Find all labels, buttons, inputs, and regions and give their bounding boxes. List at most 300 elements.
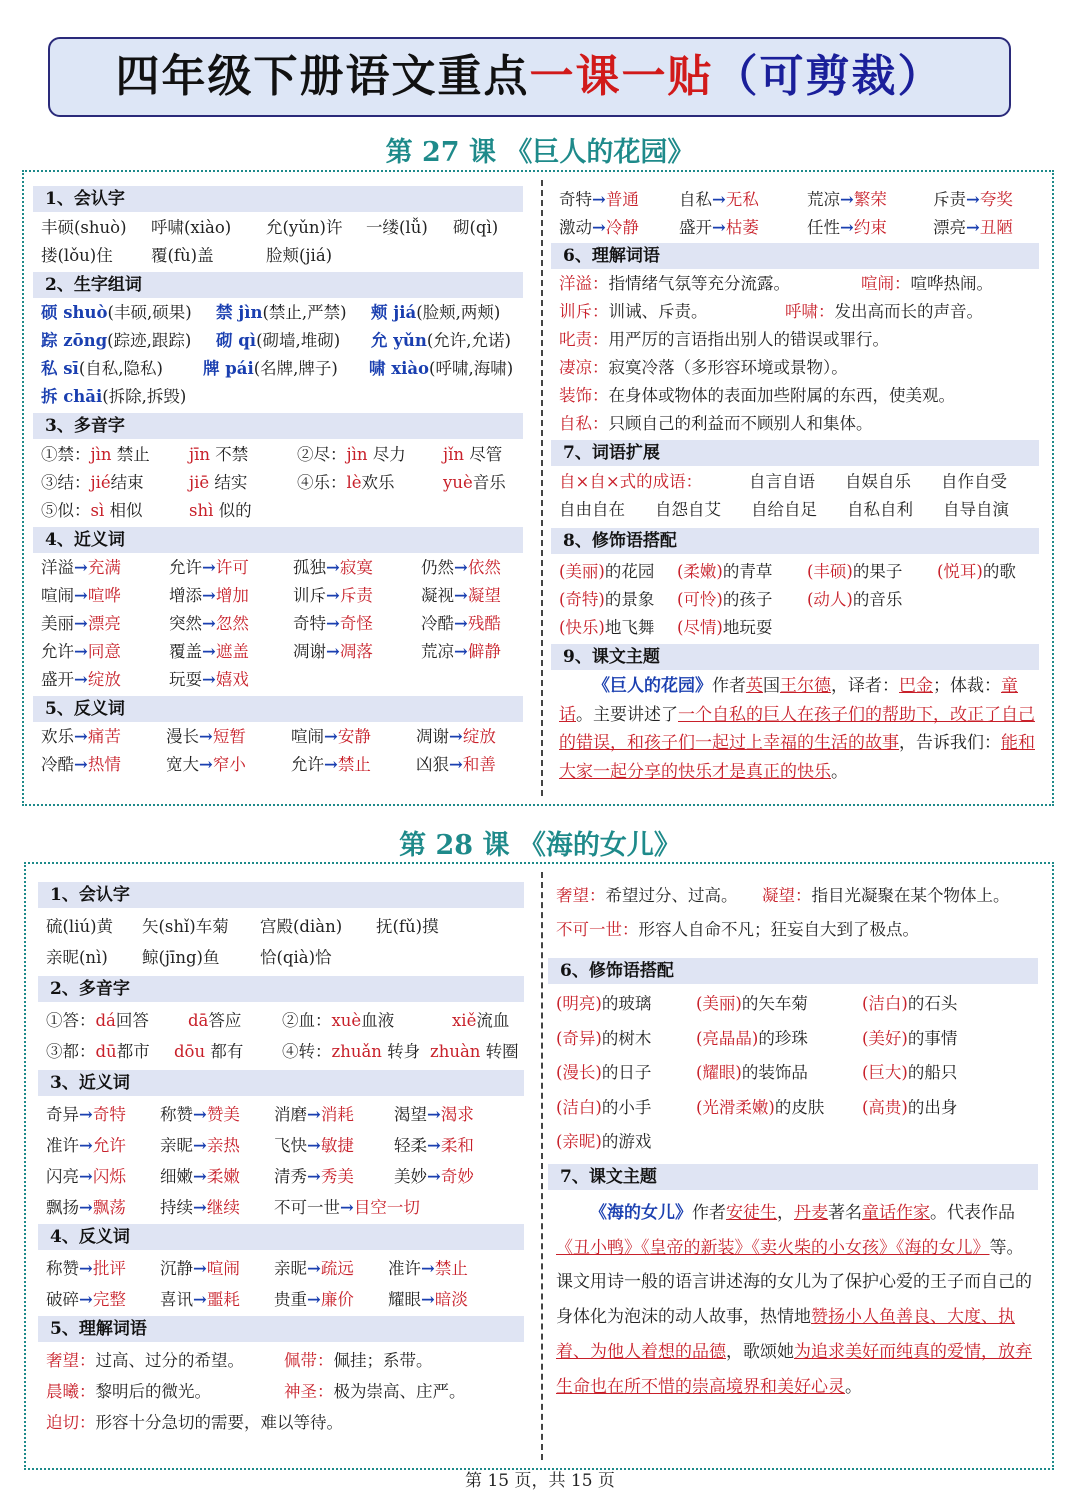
section-head: 4、近义词 [33, 527, 523, 553]
word-group: (名牌,牌子) [253, 359, 338, 378]
pinyin: jǐn [443, 445, 465, 464]
term: 自私： [559, 414, 609, 433]
char-pinyin: 牌 pái [203, 359, 254, 378]
modifier-phrase [556, 1128, 651, 1156]
arrow-icon: → [74, 670, 88, 689]
word: 漂亮 [933, 218, 966, 237]
idiom: 自娱自乐 [845, 472, 911, 491]
word: 贵重 [274, 1290, 307, 1309]
term: 洋溢： [559, 274, 609, 293]
pinyin: jīn [189, 445, 211, 464]
polyphone-label: ①禁： [41, 445, 91, 464]
paired-word: 绽放 [87, 670, 121, 689]
polyphone-label: ③结： [41, 473, 91, 492]
row [559, 410, 1039, 438]
paired-word: 凋落 [339, 642, 373, 661]
section-head: 7、课文主题 [548, 1164, 1038, 1190]
paired-word: 僻静 [467, 642, 501, 661]
word: 盛开 [679, 218, 712, 237]
word: 飞快 [274, 1136, 307, 1155]
char-item: 呼啸(xiào) [151, 218, 232, 237]
word-pair [46, 1255, 126, 1283]
modifier-phrase [696, 1025, 808, 1053]
paired-word: 奇妙 [440, 1167, 474, 1186]
modifier: (尽情) [677, 618, 723, 637]
arrow-icon: → [326, 642, 340, 661]
text: 。 [845, 1376, 862, 1397]
arrow-icon: → [79, 1105, 93, 1124]
char-item: 宫殿(diàn) [260, 917, 343, 936]
definition: 黎明后的微光。 [95, 1382, 211, 1401]
theme-paragraph [559, 672, 1039, 786]
noun: 的珍珠 [758, 1028, 808, 1048]
word-group: (拆除,拆毁) [102, 387, 187, 406]
text: 。代表作品 [930, 1203, 1015, 1223]
word: 亲昵 [160, 1136, 193, 1155]
section-head: 3、多音字 [33, 413, 523, 439]
word: 喧闹 [41, 586, 74, 605]
term: 奢望： [46, 1351, 96, 1370]
word-pair [293, 610, 373, 638]
row [559, 214, 1039, 242]
definition: 形容人自命不凡；狂妄自大到了极点。 [638, 920, 919, 939]
word-pair [421, 554, 501, 582]
idiom: 自作自受 [941, 472, 1007, 491]
paired-word: 依然 [467, 558, 501, 577]
word-pair [679, 186, 759, 214]
polyphone-label: ②尽： [297, 445, 347, 464]
definition: 寂寞冷落（多形容环境或景物）。 [608, 358, 848, 377]
arrow-icon: → [79, 1259, 93, 1278]
row [41, 751, 523, 779]
modifier-phrase [556, 1094, 651, 1122]
text: ，译者： [831, 676, 899, 696]
modifier: (丰硕) [807, 562, 853, 581]
noun: 的皮肤 [774, 1097, 825, 1117]
lesson28-right-column [556, 882, 1038, 1462]
theme-paragraph [556, 1196, 1038, 1404]
paired-word: 允许 [92, 1136, 126, 1155]
paired-word: 喧哗 [87, 586, 121, 605]
paired-word: 寂寞 [339, 558, 373, 577]
row [41, 666, 523, 694]
word: 自私 [679, 190, 712, 209]
paired-word: 消耗 [320, 1105, 354, 1124]
arrow-icon: → [193, 1167, 207, 1186]
row [559, 326, 1039, 354]
word: 尽管 [469, 445, 503, 464]
section-head: 8、修饰语搭配 [551, 528, 1039, 554]
title-main: 四年级下册语文重点 [115, 51, 530, 102]
modifier: (亮晶晶) [696, 1028, 759, 1048]
noun: 的游戏 [601, 1132, 652, 1151]
row [41, 497, 523, 525]
word: 凝视 [421, 586, 454, 605]
paired-word: 嬉戏 [215, 670, 249, 689]
paired-word: 凝望 [467, 586, 501, 605]
row [559, 382, 1039, 410]
works: 《丑小鸭》《皇帝的新装》《卖火柴的小女孩》《海的女儿》 [556, 1237, 990, 1258]
word: 准许 [388, 1259, 421, 1278]
polyphone-label: ②血： [282, 1011, 332, 1030]
arrow-icon: → [324, 755, 338, 774]
noun: 的花园 [604, 562, 655, 581]
noun: 的孩子 [722, 590, 773, 609]
arrow-icon: → [427, 1136, 441, 1155]
word: 洋溢 [41, 558, 74, 577]
arrow-icon: → [74, 586, 88, 605]
row [41, 469, 523, 497]
section-head: 5、理解词语 [38, 1316, 524, 1342]
modifier: (美丽) [696, 994, 742, 1013]
noun: 的玻璃 [601, 994, 652, 1013]
word: 凋谢 [293, 642, 326, 661]
section-head: 7、词语扩展 [551, 440, 1039, 466]
modifier: (明亮) [556, 994, 602, 1013]
paired-word: 许可 [215, 558, 249, 577]
word: 转圈 [485, 1042, 519, 1061]
word: 回答 [115, 1011, 149, 1030]
noun: 的石头 [907, 994, 958, 1013]
row [46, 1163, 524, 1191]
text: 作者 [712, 676, 746, 696]
paired-word: 残酷 [467, 614, 501, 633]
modifier-phrase [862, 990, 957, 1018]
char-pinyin: 私 sī [41, 359, 79, 378]
word-pair [293, 554, 373, 582]
word-pair [394, 1163, 474, 1191]
char-item: 亲昵(nì) [46, 948, 108, 967]
noun: 地玩耍 [722, 618, 773, 637]
polyphone-label: ④乐： [297, 473, 347, 492]
noun: 的青草 [722, 562, 773, 581]
pinyin: shì [189, 501, 214, 520]
arrow-icon: → [340, 1198, 354, 1217]
word: 凋谢 [416, 727, 449, 746]
word: 似的 [218, 501, 252, 520]
idiom-label: 自×自×式的成语： [559, 472, 703, 491]
idiom: 自言自语 [749, 472, 815, 491]
word: 欢乐 [41, 727, 74, 746]
word-pair [416, 751, 496, 779]
char-pinyin: 砌 qì [216, 331, 257, 350]
word-pair [41, 582, 121, 610]
column-divider [541, 872, 543, 1460]
arrow-icon: → [454, 558, 468, 577]
row [556, 1059, 1038, 1087]
word-pair [291, 723, 371, 751]
arrow-icon: → [840, 218, 854, 237]
arrow-icon: → [712, 190, 726, 209]
word: 玩耍 [169, 670, 202, 689]
word: 闪亮 [46, 1167, 79, 1186]
section-head: 3、近义词 [38, 1070, 524, 1096]
paired-word: 安静 [337, 727, 371, 746]
row [46, 944, 524, 972]
pinyin: dā [188, 1011, 209, 1030]
word-pair [421, 638, 501, 666]
paired-word: 短暂 [212, 727, 246, 746]
author-role: 童话作家 [862, 1203, 930, 1223]
paired-word: 繁荣 [853, 190, 887, 209]
modifier: (可怜) [677, 590, 723, 609]
char-item: 硫(liú)黄 [46, 917, 114, 936]
book-title: 《海的女儿》 [590, 1203, 692, 1223]
word-pair [274, 1101, 354, 1129]
row [46, 1007, 524, 1035]
modifier: (高贵) [862, 1097, 908, 1117]
word-pair [166, 723, 246, 751]
author: 王尔德 [780, 676, 831, 696]
char-item: 一缕(lǚ) [366, 218, 428, 237]
noun: 的船只 [907, 1063, 958, 1082]
row [41, 383, 523, 411]
word-pair [160, 1194, 240, 1222]
word: 盛开 [41, 670, 74, 689]
genre: 童话 [559, 676, 1018, 725]
pinyin: jìn [346, 445, 368, 464]
modifier-phrase [696, 1094, 824, 1122]
char-pinyin: 禁 jìn [216, 303, 263, 322]
word: 尽力 [372, 445, 406, 464]
paired-word: 禁止 [337, 755, 371, 774]
word: 训斥 [293, 586, 326, 605]
term: 呼啸： [785, 302, 835, 321]
char-pinyin: 啸 xiào [369, 359, 430, 378]
row [41, 299, 523, 327]
arrow-icon: → [324, 727, 338, 746]
word: 渴望 [394, 1105, 427, 1124]
arrow-icon: → [199, 727, 213, 746]
char-item: 鲸(jīng)鱼 [142, 948, 220, 967]
word: 称赞 [46, 1259, 79, 1278]
text: 。主要讲述了 [576, 704, 678, 725]
paired-word: 丑陋 [979, 218, 1013, 237]
section-head: 6、理解词语 [551, 243, 1039, 269]
pinyin: dá [95, 1011, 116, 1030]
country: 丹麦 [794, 1203, 828, 1223]
modifier: (动人) [807, 590, 853, 609]
arrow-icon: → [454, 614, 468, 633]
arrow-icon: → [79, 1290, 93, 1309]
term: 装饰： [559, 386, 609, 405]
lesson27-left-column [41, 186, 523, 796]
arrow-icon: → [326, 614, 340, 633]
modifier: (漫长) [556, 1063, 602, 1082]
idiom: 自给自足 [751, 500, 817, 519]
country: 英 [746, 676, 763, 696]
arrow-icon: → [202, 586, 216, 605]
word-pair [274, 1255, 354, 1283]
word-pair [169, 554, 249, 582]
noun: 的小手 [601, 1097, 652, 1117]
text: 等。课文用诗一般的语言讲述海的女儿为了保护心爱的王子而自己的身体化为泡沫的动人故事，热情地 [556, 1237, 1032, 1328]
definition: 指目光凝聚在某个物体上。 [811, 886, 1010, 905]
arrow-icon: → [193, 1136, 207, 1155]
arrow-icon: → [307, 1290, 321, 1309]
word: 冷酷 [41, 755, 74, 774]
word-pair [933, 186, 1013, 214]
char-item: 搂(lǒu)住 [41, 246, 113, 265]
word: 飘扬 [46, 1198, 79, 1217]
text: ，告诉我们： [899, 733, 1001, 753]
word-pair [41, 666, 121, 694]
arrow-icon: → [74, 558, 88, 577]
row [46, 1194, 524, 1222]
word-pair [41, 610, 121, 638]
word-pair [41, 751, 121, 779]
word-pair [421, 610, 501, 638]
paired-word: 热情 [87, 755, 121, 774]
section-head: 1、会认字 [38, 882, 524, 908]
word: 结实 [214, 473, 248, 492]
text: ；体裁： [933, 676, 1001, 696]
word-pair [933, 214, 1013, 242]
arrow-icon: → [966, 218, 980, 237]
word-pair [421, 582, 501, 610]
pinyin: xuè [331, 1011, 362, 1030]
word: 允许 [169, 558, 202, 577]
word-pair [169, 638, 249, 666]
word-pair [807, 214, 887, 242]
word-pair [160, 1101, 240, 1129]
char-item: 砌(qì) [453, 218, 499, 237]
word-pair [274, 1132, 354, 1160]
arrow-icon: → [193, 1105, 207, 1124]
arrow-icon: → [79, 1198, 93, 1217]
paired-word: 亲热 [206, 1136, 240, 1155]
word-pair [274, 1163, 354, 1191]
word-pair [274, 1194, 420, 1222]
idiom: 自由自在 [559, 500, 625, 519]
row [559, 558, 1039, 586]
word-pair [169, 610, 249, 638]
paired-word: 绽放 [462, 727, 496, 746]
modifier-phrase [862, 1059, 957, 1087]
word: 结束 [110, 473, 144, 492]
lesson28-panel [24, 862, 1054, 1470]
word: 相似 [109, 501, 143, 520]
modifier-phrase [556, 1059, 651, 1087]
word: 奇异 [46, 1105, 79, 1124]
polyphone-label: ①答： [46, 1011, 96, 1030]
paired-word: 漂亮 [87, 614, 121, 633]
translator: 巴金 [899, 676, 933, 696]
modifier: (美丽) [559, 562, 605, 581]
pinyin: zhuàn [430, 1042, 481, 1061]
word-pair [679, 214, 759, 242]
term: 叱责： [559, 330, 609, 349]
paired-word: 喧闹 [206, 1259, 240, 1278]
char-item: 丰硕(shuò) [41, 218, 127, 237]
paired-word: 柔嫩 [206, 1167, 240, 1186]
arrow-icon: → [449, 727, 463, 746]
word-pair [41, 638, 121, 666]
section-head: 4、反义词 [38, 1224, 524, 1250]
word: 称赞 [160, 1105, 193, 1124]
page-title [48, 37, 1011, 117]
modifier-phrase [862, 1094, 957, 1122]
word-pair [416, 723, 496, 751]
arrow-icon: → [307, 1259, 321, 1278]
term: 迫切： [46, 1413, 96, 1432]
row [46, 1286, 524, 1314]
lesson28-title: 第 28 课 《海的女儿》 [399, 830, 681, 861]
modifier-phrase [556, 1025, 651, 1053]
pinyin: jiē [189, 473, 210, 492]
section-head: 9、课文主题 [551, 644, 1039, 670]
definition: 在身体或物体的表面加些附属的东西，使美观。 [608, 386, 955, 405]
paired-word: 禁止 [434, 1259, 468, 1278]
char-item: 覆(fù)盖 [151, 246, 214, 265]
word-pair [388, 1255, 468, 1283]
term: 佩带： [284, 1351, 334, 1370]
lesson27-right-column [559, 186, 1039, 796]
word: 覆盖 [169, 642, 202, 661]
noun: 的出身 [907, 1097, 958, 1117]
term: 晨曦： [46, 1382, 96, 1401]
row [46, 1378, 524, 1406]
paired-word: 完整 [92, 1290, 126, 1309]
definition: 形容十分急切的需要，难以等待。 [95, 1413, 343, 1432]
arrow-icon: → [74, 727, 88, 746]
word: 细嫩 [160, 1167, 193, 1186]
word-group: (呼啸,海啸) [429, 359, 514, 378]
word: 奇特 [559, 190, 592, 209]
pinyin: xiě [452, 1011, 477, 1030]
word: 都有 [210, 1042, 244, 1061]
row [41, 638, 523, 666]
arrow-icon: → [966, 190, 980, 209]
paired-word: 秀美 [320, 1167, 354, 1186]
word-pair [169, 582, 249, 610]
word-pair [41, 723, 121, 751]
char-pinyin: 颊 jiá [371, 303, 417, 322]
paired-word: 飘荡 [92, 1198, 126, 1217]
word: 激动 [559, 218, 592, 237]
pinyin: jié [90, 473, 111, 492]
ode: 为追求美好而纯真的爱情，放弃生命也在所不惜的崇高境界和美好心灵 [556, 1341, 1032, 1397]
idiom: 自私自利 [847, 500, 913, 519]
word-group: (禁止,严禁) [262, 303, 347, 322]
noun: 的歌 [982, 562, 1016, 581]
arrow-icon: → [840, 190, 854, 209]
arrow-icon: → [592, 190, 606, 209]
modifier: (巨大) [862, 1063, 908, 1082]
word: 美丽 [41, 614, 74, 633]
word: 孤独 [293, 558, 326, 577]
page-footer: 第 15 页，共 15 页 [465, 1471, 615, 1491]
definition: 指情绪气氛等充分流露。 [608, 274, 790, 293]
section-head: 6、修饰语搭配 [548, 958, 1038, 984]
word-pair [274, 1286, 354, 1314]
modifier: (亲昵) [556, 1132, 602, 1151]
paired-word: 夸奖 [979, 190, 1013, 209]
word-pair [291, 751, 371, 779]
definition: 极为崇高、庄严。 [333, 1382, 466, 1401]
section-head: 1、会认字 [33, 186, 523, 212]
text: 。 [831, 761, 848, 782]
row [41, 355, 523, 383]
word-group: (自私,隐私) [78, 359, 163, 378]
noun: 的日子 [601, 1063, 652, 1082]
word-pair [41, 554, 121, 582]
paired-word: 渴求 [440, 1105, 474, 1124]
paired-word: 敏捷 [320, 1136, 354, 1155]
row [46, 1132, 524, 1160]
modifier: (悦耳) [937, 562, 983, 581]
paired-word: 目空一切 [353, 1198, 420, 1217]
